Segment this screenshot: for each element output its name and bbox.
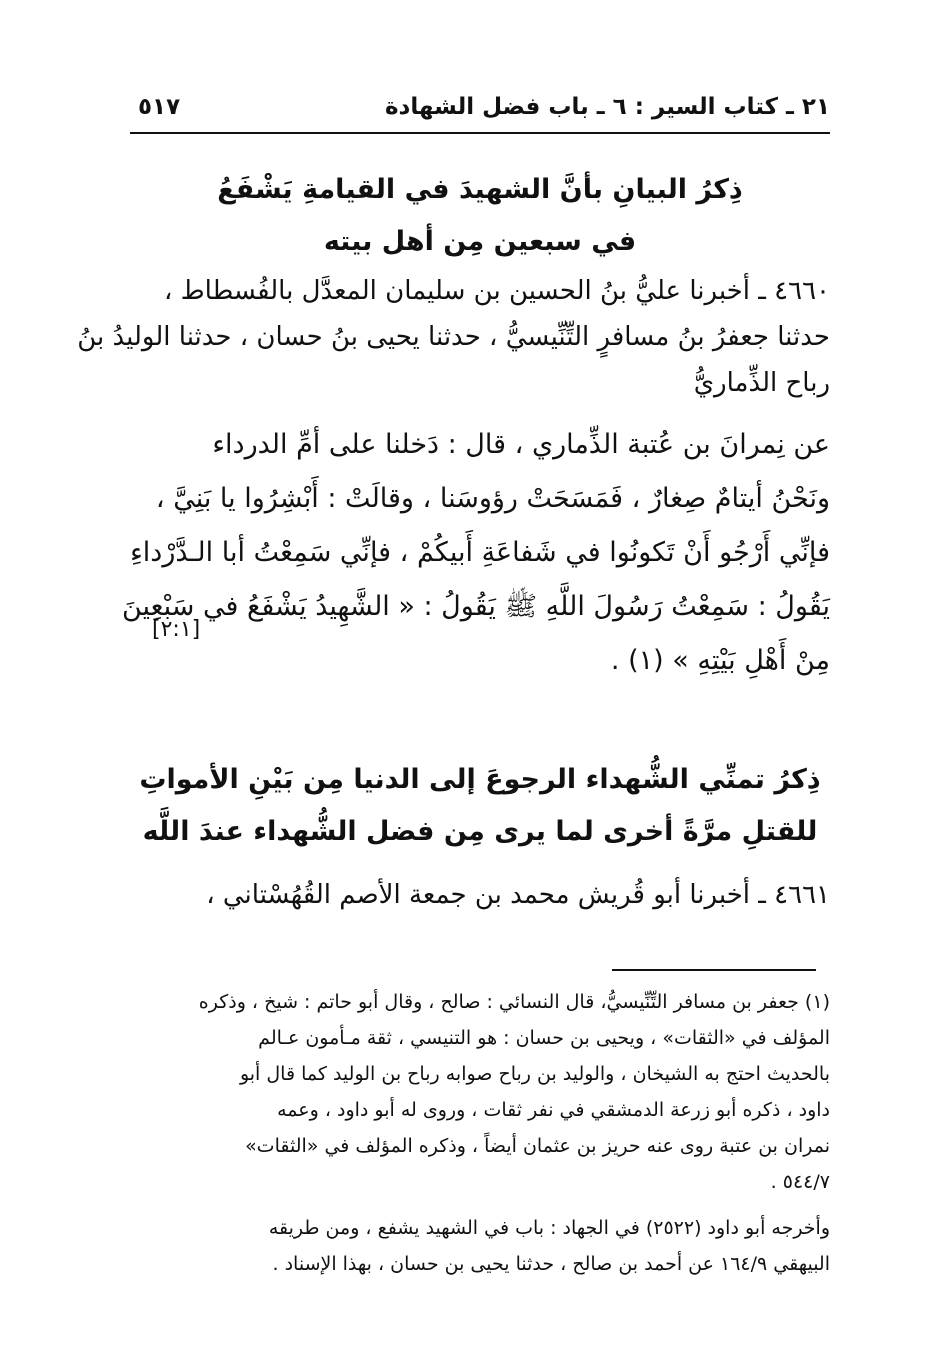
page-number: ٥١٧ bbox=[138, 94, 181, 120]
text-line: فإنِّي أَرْجُو أَنْ تَكونُوا في شَفاعَةِ أَبيكُمْ ، فإنِّي سَمِعْتُ أبا الـدَّرْداءِ bbox=[130, 537, 830, 568]
page-header bbox=[130, 92, 830, 134]
heading-line: ذِكرُ تمنِّي الشُّهداء الرجوعَ إلى الدنيا مِن بَيْنِ الأمواتِ bbox=[139, 764, 821, 795]
footnote-gap bbox=[130, 1200, 830, 1210]
heading-line: في سبعين مِن أهل بيته bbox=[323, 226, 637, 257]
text-line: ٤٦٦٠ ـ أخبرنا عليُّ بنُ الحسين بن سليمان المعدَّل بالفُسطاط ، bbox=[163, 276, 830, 306]
footnote-line: المؤلف في «الثقات» ، ويحيى بن حسان : هو التنيسي ، ثقة مـأمون عـالم bbox=[258, 1027, 830, 1049]
hadith-4660-matn bbox=[121, 418, 830, 688]
footnote-line: ٥٤٤/٧ . bbox=[770, 1171, 830, 1193]
text-line: مِنْ أَهْلِ بَيْتِهِ » (١) . bbox=[610, 645, 830, 676]
footnote-line: (١) جعفر بن مسافر التِّنِّيسيُّ، قال النسائي : صالح ، وقال أبو حاتم : شيخ ، وذكره bbox=[198, 991, 830, 1013]
footnote-line: داود ، ذكره أبو زرعة الدمشقي في نفر ثقات ، وروى له أبو داود ، وعمه bbox=[277, 1099, 830, 1121]
text-line: عن نِمرانَ بن عُتبة الذِّماري ، قال : دَخلنا على أمِّ الدرداء bbox=[212, 429, 830, 460]
running-head: ٢١ ـ كتاب السير : ٦ ـ باب فضل الشهادة bbox=[384, 94, 830, 120]
footnote-line: نمران بن عتبة روى عنه حريز بن عثمان أيضاً ، وذكره المؤلف في «الثقات» bbox=[245, 1135, 830, 1157]
hadith-4660-isnad bbox=[77, 268, 830, 406]
footnote-line: وأخرجه أبو داود (٢٥٢٢) في الجهاد : باب في الشهيد يشفع ، ومن طريقه bbox=[268, 1217, 830, 1239]
heading-line: ذِكرُ البيانِ بأنَّ الشهيدَ في القيامةِ يَشْفَعُ bbox=[217, 174, 743, 205]
footnote-separator bbox=[612, 969, 816, 971]
footnote-line: البيهقي ١٦٤/٩ عن أحمد بن صالح ، حدثنا يحيى بن حسان ، بهذا الإسناد . bbox=[272, 1253, 830, 1275]
footnote-line: بالحديث احتج به الشيخان ، والوليد بن رباح صوابه رباح بن الوليد كما قال أبو bbox=[239, 1063, 830, 1085]
section-heading-1 bbox=[130, 164, 830, 268]
text-line: حدثنا جعفرُ بنُ مسافرٍ التِّنِّيسيُّ ، حدثنا يحيى بنُ حسان ، حدثنا الوليدُ بنُ bbox=[77, 322, 830, 352]
text-line: ونَحْنُ أيتامٌ صِغارٌ ، فَمَسَحَتْ رؤوسَنا ، وقالَتْ : أَبْشِرُوا يا بَنِيَّ ، bbox=[155, 483, 830, 514]
section-heading-2 bbox=[130, 754, 830, 858]
hadith-reference: [٢:١] bbox=[152, 617, 201, 642]
text-line: ٤٦٦١ ـ أخبرنا أبو قُريش محمد بن جمعة الأصم القُهُسْتاني ، bbox=[206, 880, 830, 910]
heading-line: للقتلِ مرَّةً أخرى لما يرى مِن فضل الشُّهداء عندَ اللَّه bbox=[142, 816, 818, 847]
footnotes bbox=[130, 984, 830, 1282]
text-line: رباح الذِّماريُّ bbox=[693, 368, 830, 398]
hadith-4661-isnad bbox=[130, 872, 830, 918]
text-line: يَقُولُ : سَمِعْتُ رَسُولَ اللَّهِ ﷺ يَقُولُ : « الشَّهِيدُ يَشْفَعُ في سَبْعِينَ bbox=[121, 591, 830, 622]
